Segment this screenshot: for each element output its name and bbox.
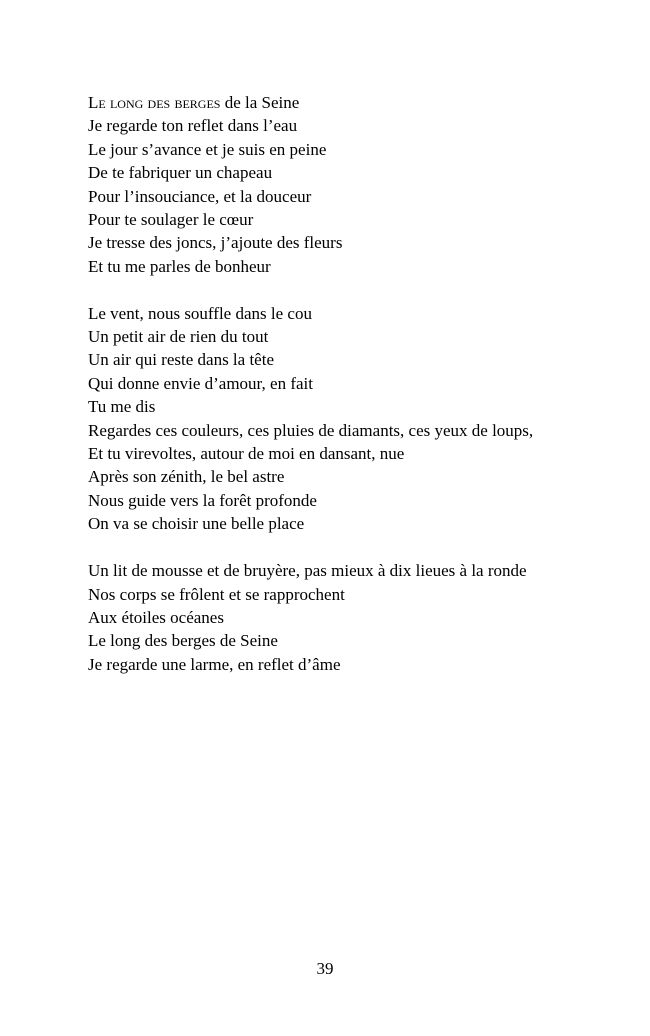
poem-line: Après son zénith, le bel astre	[88, 467, 285, 487]
page-number: 39	[316, 958, 334, 978]
poem-title-line	[88, 91, 568, 114]
poem-line: Un air qui reste dans la tête	[88, 350, 274, 370]
stanza-2	[88, 302, 568, 536]
poem-line: Je regarde ton reflet dans l’eau	[88, 116, 298, 136]
poem-title-smallcaps: Le long des berges	[88, 93, 221, 112]
poem-line: Le long des berges de Seine	[88, 631, 278, 651]
poem-line: Et tu me parles de bonheur	[88, 256, 271, 276]
poem-line: Un petit air de rien du tout	[88, 327, 269, 347]
stanza-3	[88, 559, 568, 676]
poem-line: Je regarde une larme, en reflet d’âme	[88, 654, 341, 674]
poem-line: Nous guide vers la forêt profonde	[88, 490, 317, 510]
poem-line: Nos corps se frôlent et se rapprochent	[88, 584, 345, 604]
poem-line: Aux étoiles océanes	[88, 607, 224, 627]
poem-line: Pour te soulager le cœur	[88, 210, 254, 230]
poem-line: Le jour s’avance et je suis en peine	[88, 139, 327, 159]
poem-line: Pour l’insouciance, et la douceur	[88, 186, 312, 206]
poem-line: Le vent, nous souffle dans le cou	[88, 303, 312, 323]
stanza-1	[88, 91, 568, 278]
poem-line: On va se choisir une belle place	[88, 514, 305, 534]
poem-line: De te fabriquer un chapeau	[88, 163, 273, 183]
poem-line: Regardes ces couleurs, ces pluies de diamants, ces yeux de loups,	[88, 420, 534, 440]
poem-title-rest: de la Seine	[220, 93, 300, 112]
poem-line: Un lit de mousse et de bruyère, pas mieux à dix lieues à la ronde	[88, 561, 527, 581]
poem-line: Qui donne envie d’amour, en fait	[88, 373, 313, 393]
poem-line: Je tresse des joncs, j’ajoute des fleurs	[88, 233, 343, 253]
poem-line: Et tu virevoltes, autour de moi en dansant, nue	[88, 444, 405, 464]
poem-line: Tu me dis	[88, 397, 156, 417]
poem-text	[88, 91, 568, 676]
stanza-1-lines	[88, 114, 568, 278]
